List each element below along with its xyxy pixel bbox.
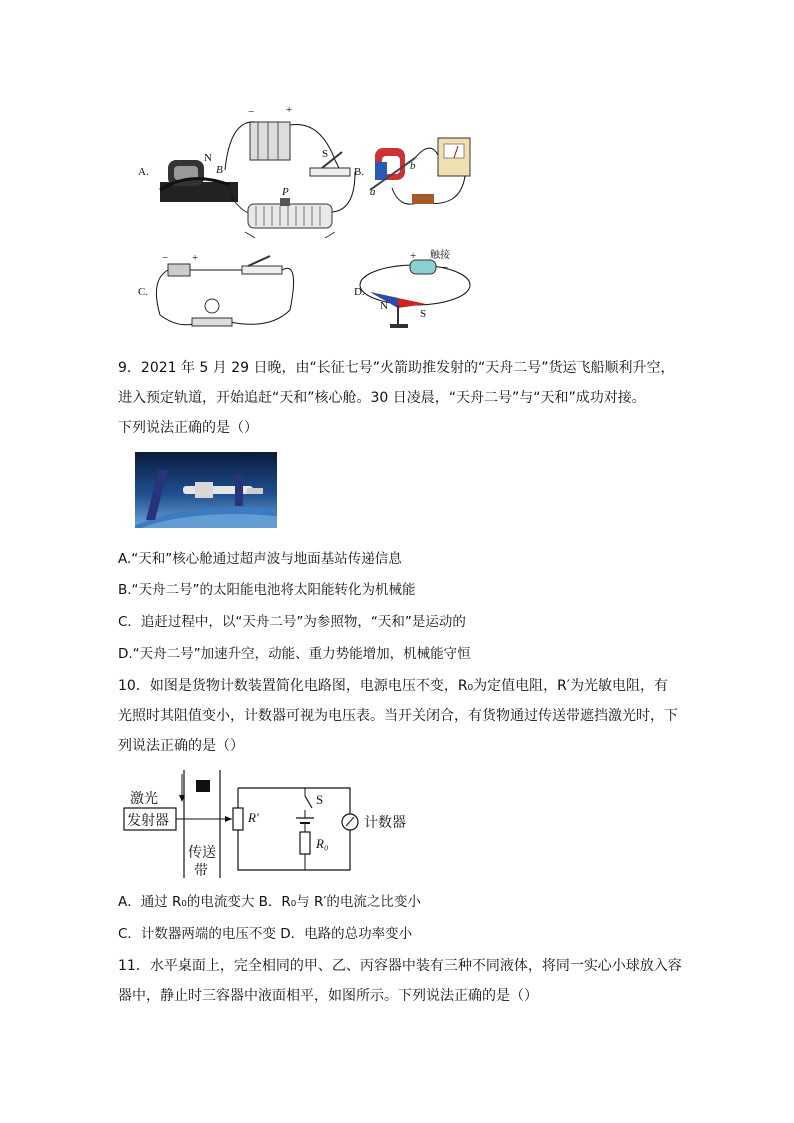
resistor-r0	[300, 832, 310, 854]
q10-line1: 10．如图是货物计数装置简化电路图，电源电压不变，R₀为定值电阻，R′为光敏电阻，有	[118, 678, 669, 694]
label-minus: −	[248, 106, 255, 118]
counter-label: 计数器	[364, 815, 406, 831]
circuit-diagram	[120, 770, 420, 880]
label-c-plus: +	[192, 252, 199, 264]
emitter-label: 发射器	[127, 813, 169, 829]
label-a: A.	[138, 166, 149, 178]
cargo-block	[196, 780, 210, 792]
q9-line2: 进入预定轨道，开始追赶“天和”核心舱。30 日凌晨，“天舟二号”与“天和”成功对接。	[118, 390, 646, 406]
q9-line3: 下列说法正确的是（）	[118, 420, 258, 436]
label-s: S	[322, 148, 329, 160]
space-station-svg	[135, 452, 277, 528]
label-p: P	[282, 186, 289, 198]
q10-options-line1: A．通过 R₀的电流变大 B．R₀与 R′的电流之比变小	[118, 894, 421, 910]
apparatus-figure	[130, 100, 490, 340]
space-station-image	[135, 452, 277, 528]
photoresistor	[233, 808, 243, 830]
q9-option-c: C．追赶过程中，以“天舟二号”为参照物，“天和”是运动的	[118, 614, 466, 630]
switch-s	[305, 796, 312, 808]
label-n: N	[204, 152, 212, 164]
label-d-plus: +	[410, 250, 417, 262]
label-b: B.	[354, 166, 365, 178]
bulb-base	[192, 318, 232, 326]
switch-a	[310, 168, 350, 176]
q9-line1: 9．2021 年 5 月 29 日晚，由“长征七号”火箭助推发射的“天舟二号”货运飞船顺利升空，	[118, 360, 675, 376]
label-d: D.	[354, 286, 365, 298]
q10-line3: 列说法正确的是（）	[118, 738, 244, 754]
apparatus-svg	[130, 100, 490, 340]
belt-label-1: 传送	[188, 845, 216, 861]
switch-c	[242, 266, 282, 274]
label-touch: 触接	[430, 250, 450, 261]
label-b-letter: b	[410, 160, 416, 172]
rheostat	[248, 204, 332, 228]
belt-label-2: 带	[194, 863, 208, 879]
bulb	[205, 299, 219, 313]
battery-pack	[250, 122, 290, 160]
q10-line2: 光照时其阻值变小，计数器可视为电压表。当开关闭合，有货物通过传送带遮挡激光时，下	[118, 708, 678, 724]
switch-b	[412, 194, 434, 204]
label-d-minus: −	[442, 262, 449, 274]
label-c: C.	[138, 286, 149, 298]
r0-label: R₀	[316, 836, 329, 851]
label-n2: N	[380, 300, 388, 312]
label-a-small: a	[370, 186, 376, 198]
label-s2: S	[420, 308, 427, 320]
switch-label: S	[316, 792, 324, 807]
q11-line1: 11．水平桌面上，完全相同的甲、乙、丙容器中装有三种不同液体，将同一实心小球放入容	[118, 958, 682, 974]
q10-options-line2: C．计数器两端的电压不变 D．电路的总功率变小	[118, 926, 413, 942]
label-b-small: B	[216, 164, 223, 176]
q9-option-a: A.“天和”核心舱通过超声波与地面基站传递信息	[118, 551, 402, 567]
q9-option-d: D.“天舟二号”加速升空，动能、重力势能增加，机械能守恒	[118, 646, 471, 662]
laser-label: 激光	[130, 791, 158, 807]
cell-d	[410, 260, 436, 274]
r-prime-label: R′	[248, 810, 259, 825]
label-plus: +	[286, 104, 293, 116]
label-c-minus: −	[162, 252, 169, 264]
q11-line2: 器中，静止时三容器中液面相平，如图所示。下列说法正确的是（）	[118, 988, 538, 1004]
battery-c	[168, 264, 190, 276]
q9-option-b: B.“天舟二号”的太阳能电池将太阳能转化为机械能	[118, 582, 416, 598]
